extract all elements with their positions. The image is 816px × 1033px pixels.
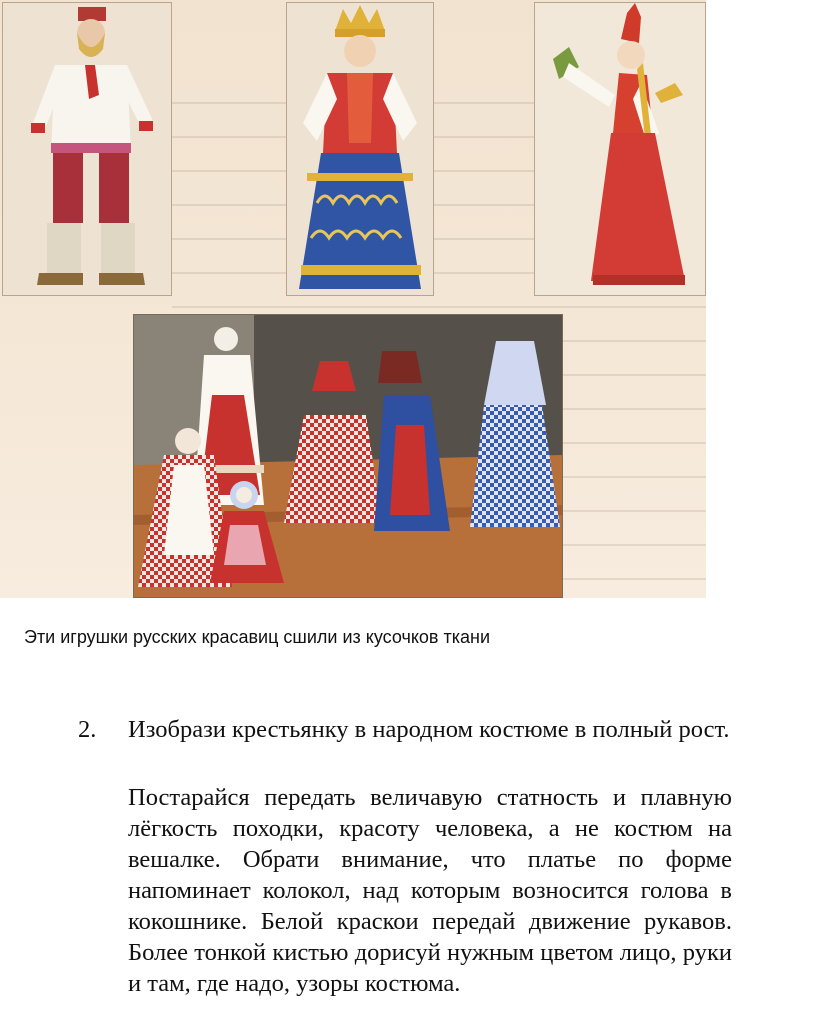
dancing-woman-painting bbox=[534, 2, 706, 296]
task-heading: Изобрази крестьянку в народном костюме в полный рост. bbox=[128, 716, 730, 743]
photo-caption: Эти игрушки русских красавиц сшили из кусочков ткани bbox=[24, 627, 491, 647]
task-item bbox=[78, 712, 768, 747]
rag-dolls-photo bbox=[133, 314, 563, 598]
task-instructions: Постарайся передать величавую статность и плавную лёгкость походки, красоту человека, а не костюм на вешалке. Обрати внимание, что платье по форме напоминает колокол, над которым возносится голова в кокошнике. Белой краскои передай движение рукавов. Более тонкой кистью дорисуй нужным цветом лицо, руки и там, где надо, узоры костюма. bbox=[128, 784, 732, 997]
woman-kokoshnik-painting bbox=[286, 2, 434, 296]
task-number: 2. bbox=[78, 716, 97, 743]
peasant-man-painting bbox=[2, 2, 172, 296]
